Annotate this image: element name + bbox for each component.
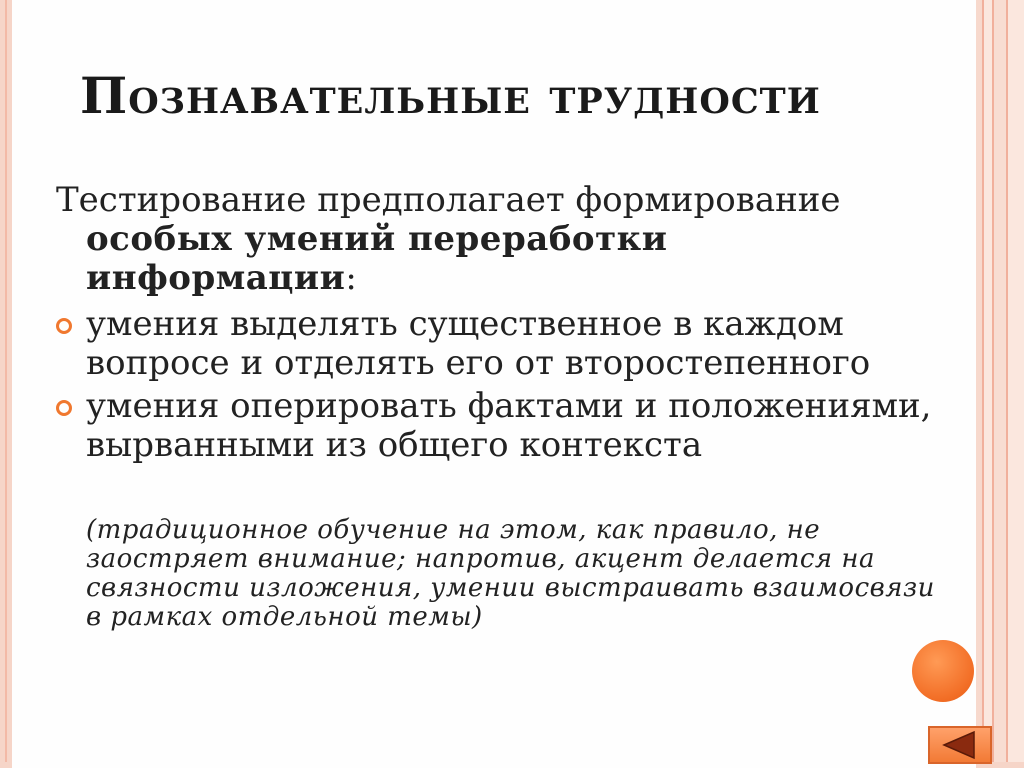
lead-bold-text: особых умений переработки информации	[86, 219, 668, 298]
frame-left-border	[0, 0, 12, 768]
bullet-text: умения выделять существенное в каждом вопросе и отделять его от второстепенного	[86, 304, 871, 383]
previous-slide-button[interactable]	[928, 726, 992, 764]
slide-title: Познавательные трудности	[80, 66, 821, 125]
decorative-orange-circle	[912, 640, 974, 702]
bullet-item	[56, 305, 936, 383]
italic-note: (традиционное обучение на этом, как правило, не заостряет внимание; напротив, акцент делается на связности изложения, умении выстраивать взаимосвязи в рамках отдельной темы)	[86, 515, 935, 632]
lead-prefix: Тестирование предполагает формирование	[56, 180, 841, 220]
lead-paragraph	[56, 181, 936, 298]
bullet-list	[56, 305, 936, 469]
bullet-circle-icon	[56, 400, 72, 416]
bullet-item	[56, 387, 936, 465]
lead-emphasis-line	[56, 220, 936, 298]
triangle-left-icon	[930, 728, 990, 762]
bullet-text: умения оперировать фактами и положениями, вырванными из общего контекста	[86, 386, 932, 465]
frame-right-stripes	[976, 0, 1024, 768]
bullet-circle-icon	[56, 318, 72, 334]
lead-suffix: :	[345, 258, 357, 298]
